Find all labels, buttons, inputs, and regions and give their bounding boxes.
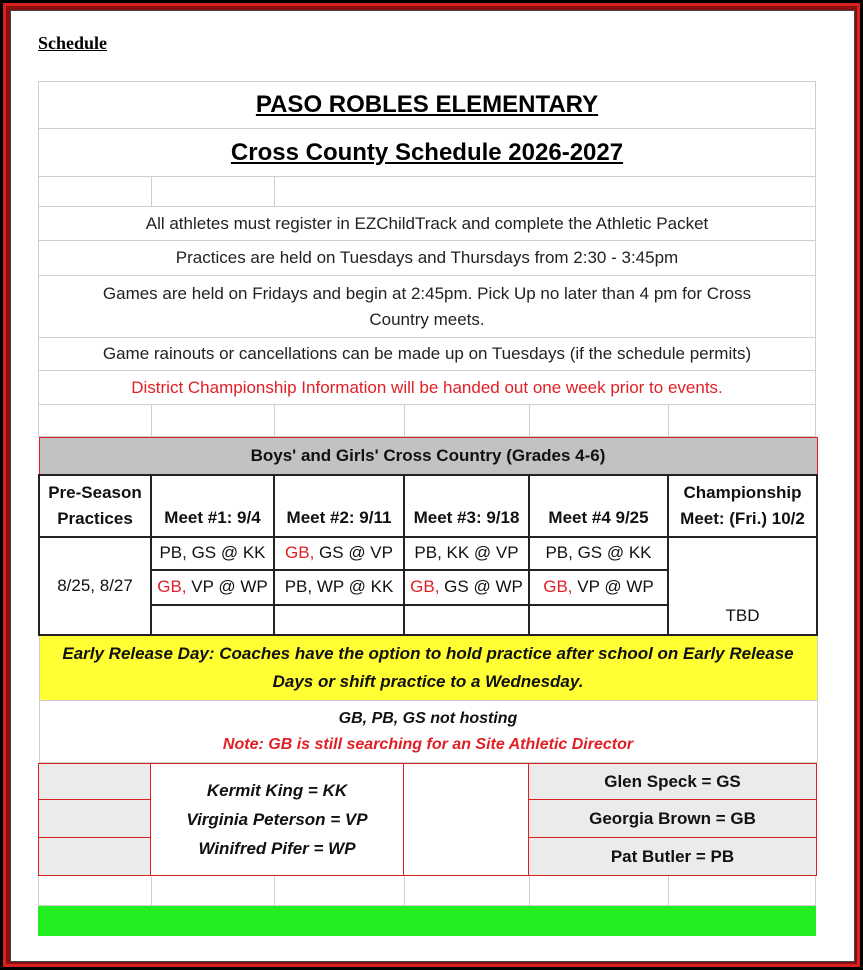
page-heading: Schedule [38, 33, 108, 53]
championship-value: TBD [668, 537, 817, 635]
r2-meet3: GB, GS @ WP [404, 570, 529, 605]
info-register: All athletes must register in EZChildTrack and complete the Athletic Packet [38, 207, 816, 241]
blank-row-3 [38, 876, 816, 906]
blank-row [38, 177, 816, 207]
title-row [38, 81, 816, 129]
info-rainouts: Game rainouts or cancellations can be made up on Tuesdays (if the schedule permits) [38, 338, 816, 371]
info-games: Games are held on Fridays and begin at 2:45pm. Pick Up no later than 4 pm for Cross Country meets. [38, 276, 816, 338]
legend-vp: Virginia Peterson = VP [186, 810, 368, 829]
practice-dates: 8/25, 8/27 [39, 537, 151, 635]
legend-left [151, 764, 404, 876]
info-practices: Practices are held on Tuesdays and Thursdays from 2:30 - 3:45pm [38, 241, 816, 276]
legend-wp: Winifred Pifer = WP [198, 839, 356, 858]
r1-meet4: PB, GS @ KK [529, 537, 668, 570]
col-meet3: Meet #3: 9/18 [404, 475, 529, 537]
r3-meet2 [274, 605, 404, 635]
window-frame [3, 3, 860, 967]
r3-meet1 [151, 605, 274, 635]
hosting-note-cell [39, 701, 817, 763]
r2-meet4: GB, VP @ WP [529, 570, 668, 605]
col-meet1: Meet #1: 9/4 [151, 475, 274, 537]
legend-gap [404, 764, 529, 876]
not-hosting: GB, PB, GS not hosting [338, 709, 518, 727]
r1-meet1: PB, GS @ KK [151, 537, 274, 570]
school-title: PASO ROBLES ELEMENTARY [255, 91, 599, 118]
schedule-title: Cross County Schedule 2026-2027 [230, 138, 624, 166]
legend-blank-2 [39, 800, 151, 838]
legend-gs: Glen Speck = GS [529, 764, 817, 800]
col-meet4: Meet #4 9/25 [529, 475, 668, 537]
green-bar [38, 906, 816, 936]
early-release-banner: Early Release Day: Coaches have the option to hold practice after school on Early Release Days or shift practice to a Wednesday. [39, 635, 817, 701]
legend-gb: Georgia Brown = GB [529, 800, 817, 838]
col-preseason: Pre-Season Practices [39, 475, 151, 537]
schedule-sheet [38, 81, 816, 936]
legend-pb: Pat Butler = PB [529, 838, 817, 876]
r1-meet2: GB, GS @ VP [274, 537, 404, 570]
col-meet2: Meet #2: 9/11 [274, 475, 404, 537]
legend-blank-1 [39, 764, 151, 800]
document-page [10, 10, 855, 962]
r3-meet3 [404, 605, 529, 635]
legend-blank-3 [39, 838, 151, 876]
r1-meet3: PB, KK @ VP [404, 537, 529, 570]
r3-meet4 [529, 605, 668, 635]
meet-table [38, 437, 818, 763]
col-championship: Championship Meet: (Fri.) 10/2 [668, 475, 817, 537]
ad-note: Note: GB is still searching for an Site Athletic Director [222, 735, 634, 753]
legend-table [38, 763, 817, 876]
legend-kk: Kermit King = KK [206, 781, 348, 800]
r2-meet2: PB, WP @ KK [274, 570, 404, 605]
r2-meet1: GB, VP @ WP [151, 570, 274, 605]
blank-row-2 [38, 405, 816, 437]
section-title: Boys' and Girls' Cross Country (Grades 4-6) [39, 438, 817, 475]
info-district: District Championship Information will be handed out one week prior to events. [38, 371, 816, 405]
subtitle-row [38, 129, 816, 177]
